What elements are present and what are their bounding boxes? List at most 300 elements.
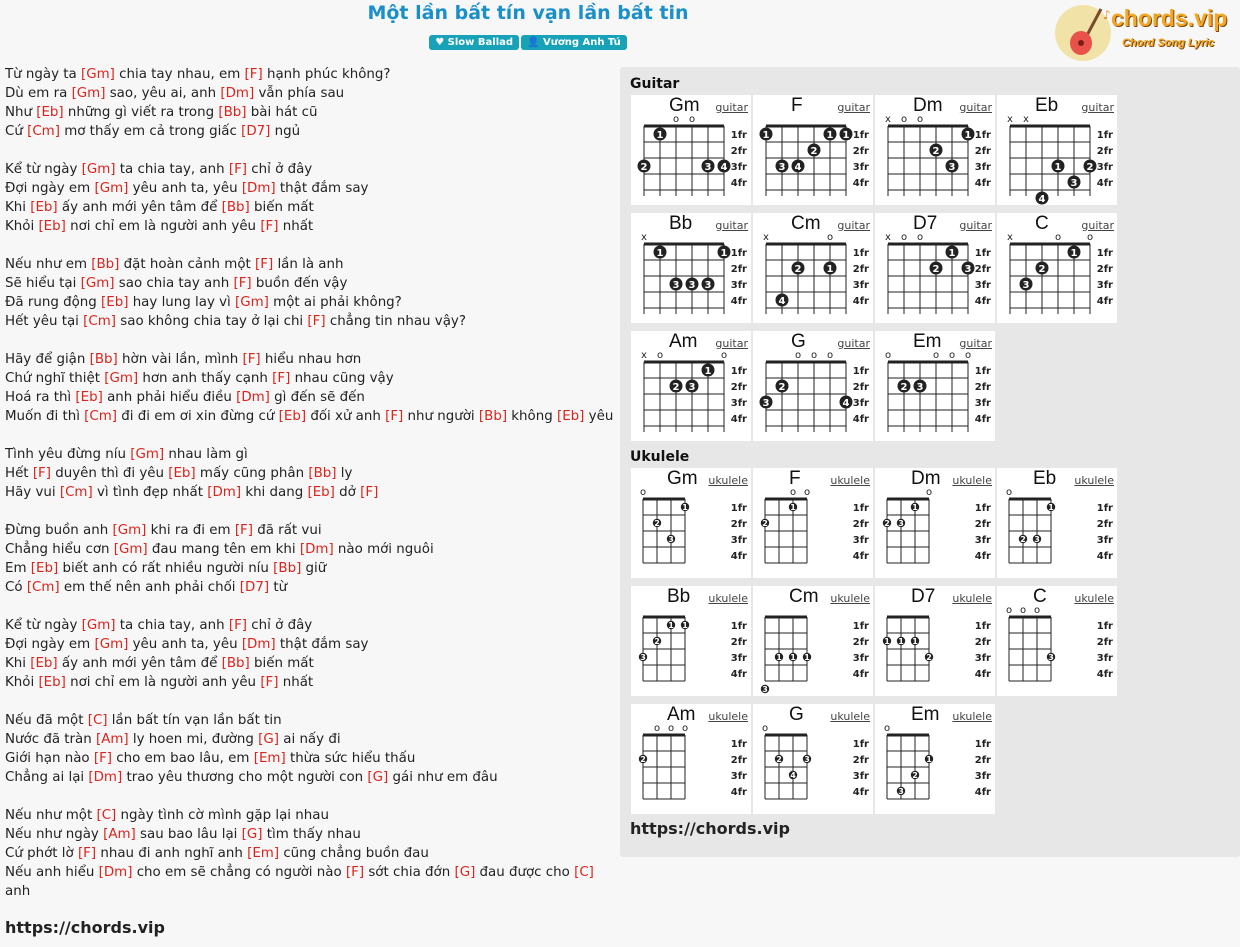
chord-tag[interactable]: [Eb] bbox=[38, 675, 66, 690]
chord-tag[interactable]: [Dm] bbox=[241, 181, 276, 196]
chord-tag[interactable]: [Gm] bbox=[235, 295, 269, 310]
ukulele-chord-eb bbox=[997, 468, 1117, 578]
guitar-link[interactable]: guitar bbox=[715, 101, 748, 114]
fretboard-diagram bbox=[631, 704, 751, 814]
ukulele-link[interactable]: ukulele bbox=[708, 474, 748, 487]
lyric-text: mấy cũng phân bbox=[195, 466, 309, 481]
finger-number: 1 bbox=[842, 130, 850, 141]
chord-tag[interactable]: [Eb] bbox=[556, 409, 585, 424]
artist-tag[interactable]: 👤 Vương Anh Tú bbox=[521, 35, 627, 50]
ukulele-chord-f bbox=[753, 468, 873, 578]
chord-tag[interactable]: [F] bbox=[272, 371, 291, 386]
chord-tag[interactable]: [Cm] bbox=[84, 409, 118, 424]
chord-tag[interactable]: [Bb] bbox=[89, 352, 118, 367]
lyric-line bbox=[5, 616, 617, 635]
fret-label: 4fr bbox=[852, 296, 869, 307]
ukulele-link[interactable]: ukulele bbox=[708, 710, 748, 723]
finger-number: 1 bbox=[898, 637, 904, 646]
open-string-mark: o bbox=[826, 350, 834, 361]
chord-tag[interactable]: [Em] bbox=[253, 751, 286, 766]
guitar-link[interactable]: guitar bbox=[1081, 219, 1114, 232]
chord-tag[interactable]: [Cm] bbox=[26, 580, 60, 595]
guitar-section-heading: Guitar bbox=[630, 76, 680, 92]
lyric-text: gì đến sẽ đến bbox=[269, 390, 365, 405]
chord-tag[interactable]: [Em] bbox=[247, 846, 280, 861]
open-string-mark: o bbox=[964, 350, 972, 361]
fret-label: 3fr bbox=[730, 162, 747, 173]
finger-number: 2 bbox=[640, 755, 646, 764]
chord-tag[interactable]: [F] bbox=[242, 352, 261, 367]
lyric-text: đối xử anh bbox=[306, 409, 386, 424]
finger-number: 3 bbox=[1022, 280, 1030, 291]
lyric-line bbox=[5, 369, 617, 388]
lyric-text: Khỏi bbox=[5, 219, 39, 234]
fret-label: 4fr bbox=[852, 551, 869, 562]
fret-label: 1fr bbox=[974, 621, 991, 632]
ukulele-link[interactable]: ukulele bbox=[952, 474, 992, 487]
chord-tag[interactable]: [Gm] bbox=[81, 618, 116, 633]
fret-label: 4fr bbox=[852, 414, 869, 425]
chord-name: Em bbox=[911, 704, 940, 725]
lyric-text: sao chia tay anh bbox=[114, 276, 234, 291]
finger-number: 2 bbox=[810, 146, 818, 157]
chord-tag[interactable]: [Dm] bbox=[236, 390, 270, 405]
finger-number: 2 bbox=[1086, 162, 1094, 173]
finger-number: 2 bbox=[794, 264, 802, 275]
lyric-line bbox=[5, 844, 617, 863]
lyric-text: sau bao lâu lại bbox=[135, 827, 242, 842]
lyric-text: hạnh phúc không? bbox=[262, 67, 391, 82]
chord-tag[interactable]: [Bb] bbox=[218, 105, 247, 120]
chord-tag[interactable]: [Bb] bbox=[221, 656, 250, 671]
finger-number: 2 bbox=[778, 382, 786, 393]
chord-tag[interactable]: [Bb] bbox=[478, 409, 508, 424]
chord-tag[interactable]: [Gm] bbox=[81, 67, 115, 82]
guitar-link[interactable]: guitar bbox=[959, 337, 992, 350]
chord-tag[interactable]: [Eb] bbox=[30, 200, 58, 215]
lyric-text: vẫn phía sau bbox=[254, 86, 345, 101]
fret-label: 2fr bbox=[852, 755, 869, 766]
fret-label: 1fr bbox=[974, 130, 991, 141]
song-title: Một lần bất tín vạn lần bất tin bbox=[367, 2, 689, 24]
ukulele-chord-d7 bbox=[875, 586, 995, 696]
chord-tag[interactable]: [F] bbox=[307, 314, 326, 329]
finger-number: 2 bbox=[654, 519, 660, 528]
finger-number: 1 bbox=[1048, 503, 1054, 512]
fret-label: 3fr bbox=[974, 535, 991, 546]
fretboard-diagram bbox=[875, 331, 995, 441]
finger-number: 1 bbox=[790, 503, 796, 512]
lyric-text: Hết bbox=[5, 466, 33, 481]
lyric-text: hiểu nhau hơn bbox=[260, 352, 362, 367]
open-string-mark: o bbox=[1033, 605, 1041, 616]
finger-number: 2 bbox=[932, 264, 940, 275]
lyric-text: Hoá ra thì bbox=[5, 390, 76, 405]
muted-string-mark: x bbox=[885, 232, 891, 243]
chord-tag[interactable]: [Eb] bbox=[36, 105, 64, 120]
chord-name: Gm bbox=[667, 468, 698, 489]
ukulele-chord-gm bbox=[631, 468, 751, 578]
fret-label: 2fr bbox=[730, 264, 747, 275]
finger-number: 3 bbox=[1034, 535, 1040, 544]
ukulele-link[interactable]: ukulele bbox=[1074, 592, 1114, 605]
chord-tag[interactable]: [F] bbox=[93, 751, 112, 766]
chord-tag[interactable]: [F] bbox=[32, 466, 51, 481]
lyric-text: biết anh có rất nhiều người níu bbox=[58, 561, 274, 576]
fret-label: 2fr bbox=[852, 637, 869, 648]
guitar-link[interactable]: guitar bbox=[959, 101, 992, 114]
finger-number: 1 bbox=[926, 755, 932, 764]
fret-label: 4fr bbox=[1096, 178, 1113, 189]
fret-label: 1fr bbox=[852, 366, 869, 377]
chord-tag[interactable]: [Eb] bbox=[307, 485, 335, 500]
finger-number: 1 bbox=[682, 503, 688, 512]
chord-tag[interactable]: [Gm] bbox=[94, 637, 129, 652]
guitar-chord-eb bbox=[997, 95, 1117, 205]
chord-name: C bbox=[1035, 213, 1049, 234]
fret-label: 3fr bbox=[974, 280, 991, 291]
finger-number: 3 bbox=[1070, 178, 1078, 189]
finger-number: 2 bbox=[1038, 264, 1046, 275]
finger-number: 1 bbox=[656, 130, 664, 141]
finger-number: 3 bbox=[1048, 653, 1054, 662]
lyric-text: những gì viết ra trong bbox=[63, 105, 219, 120]
lyric-text: Kể từ ngày bbox=[5, 618, 82, 633]
chord-tag[interactable]: [G] bbox=[367, 770, 389, 785]
lyric-line bbox=[5, 464, 617, 483]
chord-tag[interactable]: [C] bbox=[87, 713, 108, 728]
finger-number: 1 bbox=[912, 637, 918, 646]
finger-number: 1 bbox=[826, 130, 834, 141]
lyric-text: cho em bao lâu, em bbox=[112, 751, 254, 766]
chord-tag[interactable]: [Bb] bbox=[91, 257, 120, 272]
muted-string-mark: x bbox=[1007, 232, 1013, 243]
fret-label: 1fr bbox=[852, 503, 869, 514]
open-string-mark: o bbox=[681, 723, 689, 734]
chord-tag[interactable]: [G] bbox=[258, 732, 279, 747]
guitar-link[interactable]: guitar bbox=[837, 219, 870, 232]
fretboard-diagram bbox=[997, 213, 1117, 323]
muted-string-mark: x bbox=[763, 232, 769, 243]
lyric-text: Cứ bbox=[5, 124, 28, 139]
lyric-text: Hết yêu tại bbox=[5, 314, 84, 329]
fret-label: 4fr bbox=[852, 178, 869, 189]
lyric-text: thật đắm say bbox=[275, 637, 369, 652]
chord-tag[interactable]: [Gm] bbox=[80, 276, 115, 291]
chord-tag[interactable]: [F] bbox=[233, 276, 252, 291]
lyric-text: vì tình đẹp nhất bbox=[92, 485, 208, 500]
fretboard-diagram bbox=[753, 468, 873, 578]
open-string-mark: o bbox=[803, 487, 811, 498]
guitar-chord-em bbox=[875, 331, 995, 441]
guitar-chord-f bbox=[753, 95, 873, 205]
chord-name: Eb bbox=[1035, 95, 1059, 116]
chord-tag[interactable]: [Cm] bbox=[83, 314, 116, 329]
ukulele-link[interactable]: ukulele bbox=[830, 474, 870, 487]
finger-number: 1 bbox=[762, 130, 770, 141]
fret-label: 4fr bbox=[974, 178, 991, 189]
chord-tag[interactable]: [G] bbox=[454, 865, 476, 880]
chord-tag[interactable]: [Bb] bbox=[308, 466, 337, 481]
lyric-line bbox=[5, 331, 617, 350]
chord-tag[interactable]: [Eb] bbox=[30, 656, 58, 671]
lyric-line bbox=[5, 293, 617, 312]
finger-number: 4 bbox=[790, 771, 796, 780]
song-tags bbox=[330, 35, 726, 50]
lyric-line bbox=[5, 84, 617, 103]
finger-number: 2 bbox=[926, 653, 932, 662]
ukulele-link[interactable]: ukulele bbox=[708, 592, 748, 605]
chord-tag[interactable]: [D7] bbox=[239, 580, 270, 595]
fret-label: 4fr bbox=[730, 669, 747, 680]
guitar-link[interactable]: guitar bbox=[837, 337, 870, 350]
guitar-link[interactable]: guitar bbox=[715, 219, 748, 232]
artist-label: Vương Anh Tú bbox=[542, 37, 621, 48]
guitar-link[interactable]: guitar bbox=[837, 101, 870, 114]
lyric-line bbox=[5, 882, 617, 901]
chord-tag[interactable]: [F] bbox=[385, 409, 404, 424]
lyric-text: Đã rung động bbox=[5, 295, 102, 310]
lyric-text: ai nấy đi bbox=[279, 732, 341, 747]
finger-number: 4 bbox=[794, 162, 802, 173]
finger-number: 1 bbox=[656, 248, 664, 259]
chord-name: Am bbox=[669, 331, 698, 352]
lyric-text: Đừng buồn anh bbox=[5, 523, 113, 538]
chord-tag[interactable]: [Gm] bbox=[104, 371, 139, 386]
open-string-mark: o bbox=[932, 350, 940, 361]
lyric-text: ấy anh mới yên tâm để bbox=[57, 200, 222, 215]
chord-tag[interactable]: [F] bbox=[77, 846, 97, 861]
lyric-text: đau được cho bbox=[475, 865, 575, 880]
lyric-text: nhất bbox=[278, 675, 314, 690]
open-string-mark: o bbox=[1054, 232, 1062, 243]
chord-tag[interactable]: [C] bbox=[96, 808, 117, 823]
lyric-text: mơ thấy em cả trong giấc bbox=[59, 124, 242, 139]
fret-label: 3fr bbox=[852, 771, 869, 782]
chord-tag[interactable]: [Dm] bbox=[220, 86, 255, 101]
lyric-line bbox=[5, 768, 617, 787]
chord-tag[interactable]: [F] bbox=[228, 618, 248, 633]
chord-tag[interactable]: [Gm] bbox=[94, 181, 129, 196]
lyric-text: Nếu anh hiểu bbox=[5, 865, 99, 880]
chord-tag[interactable]: [D7] bbox=[241, 124, 271, 139]
chord-tag[interactable]: [Dm] bbox=[207, 485, 242, 500]
fret-label: 4fr bbox=[974, 296, 991, 307]
open-string-mark: o bbox=[1005, 487, 1013, 498]
finger-number: 3 bbox=[668, 535, 674, 544]
fret-label: 4fr bbox=[974, 787, 991, 798]
chord-tag[interactable]: [F] bbox=[345, 865, 365, 880]
site-url-footer[interactable]: https://chords.vip bbox=[5, 918, 165, 937]
chord-tag[interactable]: [Eb] bbox=[168, 466, 196, 481]
chord-tag[interactable]: [Eb] bbox=[75, 390, 103, 405]
chord-tag[interactable]: [F] bbox=[234, 523, 253, 538]
finger-number: 3 bbox=[640, 653, 646, 662]
ukulele-link[interactable]: ukulele bbox=[952, 592, 992, 605]
lyric-line bbox=[5, 236, 617, 255]
lyric-text: yêu bbox=[584, 409, 614, 424]
lyric-line bbox=[5, 749, 617, 768]
fret-label: 3fr bbox=[852, 162, 869, 173]
finger-number: 3 bbox=[804, 755, 810, 764]
chord-tag[interactable]: [Dm] bbox=[88, 770, 123, 785]
guitar-link[interactable]: guitar bbox=[715, 337, 748, 350]
fretboard-diagram bbox=[631, 468, 751, 578]
lyric-line bbox=[5, 312, 617, 331]
lyric-text: sao không chia tay ở lại chi bbox=[116, 314, 308, 329]
ukulele-link[interactable]: ukulele bbox=[830, 592, 870, 605]
ukulele-link[interactable]: ukulele bbox=[1074, 474, 1114, 487]
open-string-mark: o bbox=[653, 723, 661, 734]
chord-tag[interactable]: [G] bbox=[241, 827, 263, 842]
finger-number: 2 bbox=[1020, 535, 1026, 544]
chord-name: Cm bbox=[791, 213, 821, 234]
fret-label: 3fr bbox=[730, 535, 747, 546]
chord-tag[interactable]: [Am] bbox=[95, 732, 129, 747]
finger-number: 3 bbox=[948, 162, 956, 173]
guitar-link[interactable]: guitar bbox=[959, 219, 992, 232]
chord-tag[interactable]: [F] bbox=[260, 219, 279, 234]
fretboard-diagram bbox=[997, 468, 1117, 578]
chord-tag[interactable]: [Eb] bbox=[38, 219, 66, 234]
lyric-text: đặt hoàn cảnh một bbox=[119, 257, 256, 272]
muted-string-mark: x bbox=[1007, 114, 1013, 125]
open-string-mark: o bbox=[639, 487, 647, 498]
lyrics-block bbox=[5, 65, 617, 901]
fret-label: 4fr bbox=[852, 669, 869, 680]
chord-tag[interactable]: [Dm] bbox=[299, 542, 334, 557]
fret-label: 2fr bbox=[852, 382, 869, 393]
guitar-link[interactable]: guitar bbox=[1081, 101, 1114, 114]
fret-label: 1fr bbox=[852, 130, 869, 141]
ukulele-link[interactable]: ukulele bbox=[952, 710, 992, 723]
chord-tag[interactable]: [Gm] bbox=[113, 542, 148, 557]
chord-tag[interactable]: [F] bbox=[255, 257, 274, 272]
finger-number: 3 bbox=[688, 382, 696, 393]
chord-tag[interactable]: [Cm] bbox=[27, 124, 60, 139]
fret-label: 2fr bbox=[974, 755, 991, 766]
fretboard-diagram bbox=[753, 95, 873, 205]
chord-tag[interactable]: [F] bbox=[228, 162, 248, 177]
fret-label: 4fr bbox=[1096, 551, 1113, 562]
lyric-text: Như bbox=[5, 105, 37, 120]
lyric-text: Nếu như em bbox=[5, 257, 92, 272]
lyric-text: Từ ngày ta bbox=[5, 67, 82, 82]
lyric-line bbox=[5, 692, 617, 711]
chord-tag[interactable]: [Dm] bbox=[98, 865, 133, 880]
guitar-chord-bb bbox=[631, 213, 751, 323]
chord-tag[interactable]: [Gm] bbox=[130, 447, 165, 462]
chord-tag[interactable]: [C] bbox=[574, 865, 594, 880]
lyric-line bbox=[5, 160, 617, 179]
finger-number: 2 bbox=[900, 382, 908, 393]
lyric-text: sớt chia đớn bbox=[364, 865, 455, 880]
finger-number: 4 bbox=[720, 162, 728, 173]
ukulele-chord-bb bbox=[631, 586, 751, 696]
lyric-line bbox=[5, 635, 617, 654]
ukulele-link[interactable]: ukulele bbox=[830, 710, 870, 723]
chord-tag[interactable]: [Gm] bbox=[112, 523, 147, 538]
chord-tag[interactable]: [F] bbox=[244, 67, 263, 82]
fret-label: 4fr bbox=[730, 414, 747, 425]
fret-label: 3fr bbox=[730, 771, 747, 782]
finger-number: 1 bbox=[804, 653, 810, 662]
open-string-mark: o bbox=[884, 350, 892, 361]
fret-label: 1fr bbox=[852, 621, 869, 632]
fret-label: 1fr bbox=[974, 739, 991, 750]
chord-tag[interactable]: [F] bbox=[260, 675, 279, 690]
lyric-text: từ bbox=[269, 580, 288, 595]
chord-tag[interactable]: [Eb] bbox=[30, 561, 59, 576]
finger-number: 2 bbox=[884, 519, 890, 528]
lyric-text: nhất bbox=[278, 219, 314, 234]
genre-label: Slow Ballad bbox=[447, 37, 514, 48]
chord-tag[interactable]: [Gm] bbox=[71, 86, 106, 101]
finger-number: 2 bbox=[776, 755, 782, 764]
fret-label: 4fr bbox=[1096, 669, 1113, 680]
chord-tag[interactable]: [Bb] bbox=[273, 561, 302, 576]
lyric-text: nơi chỉ em là người anh yêu bbox=[65, 675, 261, 690]
lyric-text: anh bbox=[5, 884, 31, 899]
lyric-line bbox=[5, 521, 617, 540]
lyric-line bbox=[5, 578, 617, 597]
chord-tag[interactable]: [F] bbox=[360, 485, 379, 500]
fret-label: 4fr bbox=[974, 669, 991, 680]
chord-tag[interactable]: [Gm] bbox=[81, 162, 116, 177]
chord-tag[interactable]: [Am] bbox=[103, 827, 136, 842]
open-string-mark: o bbox=[826, 232, 834, 243]
open-string-mark: o bbox=[672, 114, 680, 125]
open-string-mark: o bbox=[1005, 605, 1013, 616]
lyric-text: Chẳng ai lại bbox=[5, 770, 89, 785]
finger-number: 4 bbox=[778, 296, 786, 307]
open-string-mark: o bbox=[925, 487, 933, 498]
chord-name: Eb bbox=[1033, 468, 1057, 489]
open-string-mark: o bbox=[900, 232, 908, 243]
site-logo[interactable] bbox=[1053, 3, 1233, 63]
finger-number: 1 bbox=[790, 653, 796, 662]
fret-label: 1fr bbox=[852, 739, 869, 750]
svg-text:♪: ♪ bbox=[1103, 8, 1111, 22]
muted-string-mark: x bbox=[641, 232, 647, 243]
muted-string-mark: x bbox=[885, 114, 891, 125]
lyric-text: biến mất bbox=[249, 656, 314, 671]
chord-tag[interactable]: [Eb] bbox=[101, 295, 129, 310]
lyric-text: ngủ bbox=[270, 124, 301, 139]
lyric-text: cũng chẳng buồn đau bbox=[279, 846, 429, 861]
fret-label: 3fr bbox=[974, 653, 991, 664]
lyric-text: nhau đi anh nghĩ anh bbox=[96, 846, 248, 861]
chord-tag[interactable]: [Bb] bbox=[221, 200, 250, 215]
genre-tag[interactable]: ♥ Slow Ballad bbox=[429, 35, 519, 50]
lyric-line bbox=[5, 255, 617, 274]
open-string-mark: o bbox=[916, 114, 924, 125]
lyric-text: thật đắm say bbox=[275, 181, 369, 196]
lyric-text: biến mất bbox=[249, 200, 314, 215]
chord-tag[interactable]: [Dm] bbox=[241, 637, 276, 652]
chord-tag[interactable]: [Eb] bbox=[278, 409, 307, 424]
fret-label: 4fr bbox=[1096, 296, 1113, 307]
fret-label: 1fr bbox=[730, 130, 747, 141]
site-url-panel[interactable]: https://chords.vip bbox=[630, 819, 790, 838]
chord-tag[interactable]: [Cm] bbox=[59, 485, 93, 500]
lyric-text: Em bbox=[5, 561, 31, 576]
lyric-text: Hãy để giận bbox=[5, 352, 90, 367]
fret-label: 2fr bbox=[730, 146, 747, 157]
muted-string-mark: x bbox=[1023, 114, 1029, 125]
lyric-text: nơi chỉ em là người anh yêu bbox=[65, 219, 261, 234]
fretboard-diagram bbox=[997, 586, 1117, 696]
